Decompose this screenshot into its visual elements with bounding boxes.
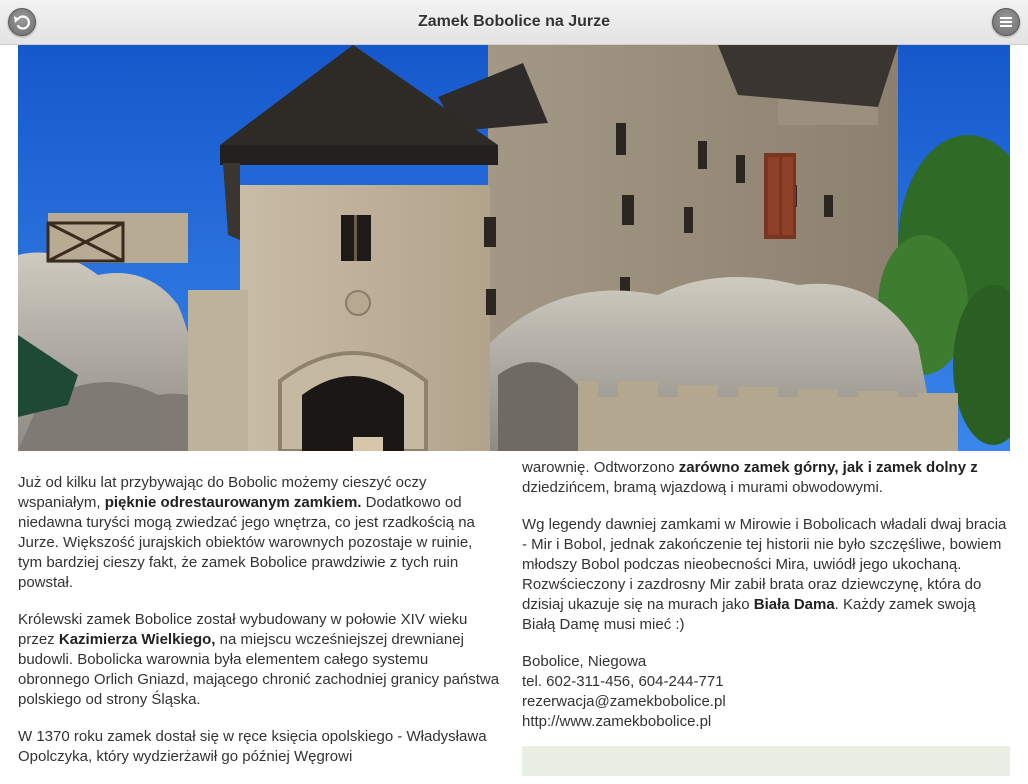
text: Wg legendy dawniej zamkami w Mirowie i Bobolicach władali dwaj bracia - Mir i Bobol, jednak zakończenie tej historii nie było szczęśliwe, bowiem młodszy Bobol podczas nieobecności Mira, uwiódł jego ukochaną. Rozwścieczony i zazdrosny Mir zabił brata oraz dziewczynę, która do dzisiaj ukazuje się na murach jako	[522, 516, 1007, 613]
bold-text: pięknie odrestaurowanym zamkiem.	[104, 494, 362, 511]
paragraph-1370	[18, 727, 500, 767]
bold-text: Biała Dama	[753, 596, 835, 613]
paragraph-restoration	[522, 458, 1012, 498]
address: Bobolice, Niegowa	[522, 653, 647, 670]
menu-list-icon	[993, 9, 1019, 35]
phone-link[interactable]: tel. 602-311-456, 604-244-771	[522, 673, 724, 690]
menu-button[interactable]	[992, 8, 1020, 36]
text: Królewski zamek Bobolice został wybudowany w połowie XIV wieku przez	[18, 611, 468, 648]
page-title: Zamek Bobolice na Jurze	[417, 13, 611, 30]
text: na miejscu wcześniejszej drewnianej budowli. Bobolicka warownia była elementem całego systemu obronnego Orlich Gniazd, mającego chronić zachodniej granicy państwa polskiego od strony Śląska.	[18, 631, 500, 708]
text: W 1370 roku zamek dostał się w ręce księcia opolskiego - Władysława Opolczyka, który wydzierżawił go później Węgrowi	[18, 728, 487, 765]
paragraph-intro	[18, 473, 500, 593]
paragraph-legend	[522, 515, 1012, 635]
contact-block	[522, 652, 1012, 732]
bold-text: Kazimierza Wielkiego,	[58, 631, 216, 648]
text: . Każdy zamek swoją Białą Damę musi mieć :)	[522, 596, 976, 633]
text: warownię. Odtworzono	[522, 459, 679, 476]
app-header	[0, 0, 1028, 45]
text: Już od kilku lat przybywając do Bobolic możemy cieszyć oczy wspaniałym,	[18, 474, 427, 511]
text: dziedzińcem, bramą wjazdową i murami obwodowymi.	[522, 479, 883, 496]
text: Dodatkowo od niedawna turyści mogą zwiedzać jego wnętrza, co jest rzadkością na Jurze. Większość jurajskich obiektów warownych pozostaje w ruinie, tym bardziej cieszy fakt, że zamek Bobolice prawdziwie z tych ruin powstał.	[18, 494, 475, 591]
article-right-column	[522, 458, 1012, 732]
castle-photo	[18, 45, 1010, 451]
map-preview[interactable]	[522, 746, 1010, 776]
bold-text: zarówno zamek górny, jak i zamek dolny z	[678, 459, 978, 476]
article-left-column	[18, 473, 500, 784]
paragraph-history	[18, 610, 500, 710]
website-link[interactable]: http://www.zamekbobolice.pl	[522, 713, 712, 730]
email-link[interactable]: rezerwacja@zamekbobolice.pl	[522, 693, 726, 710]
